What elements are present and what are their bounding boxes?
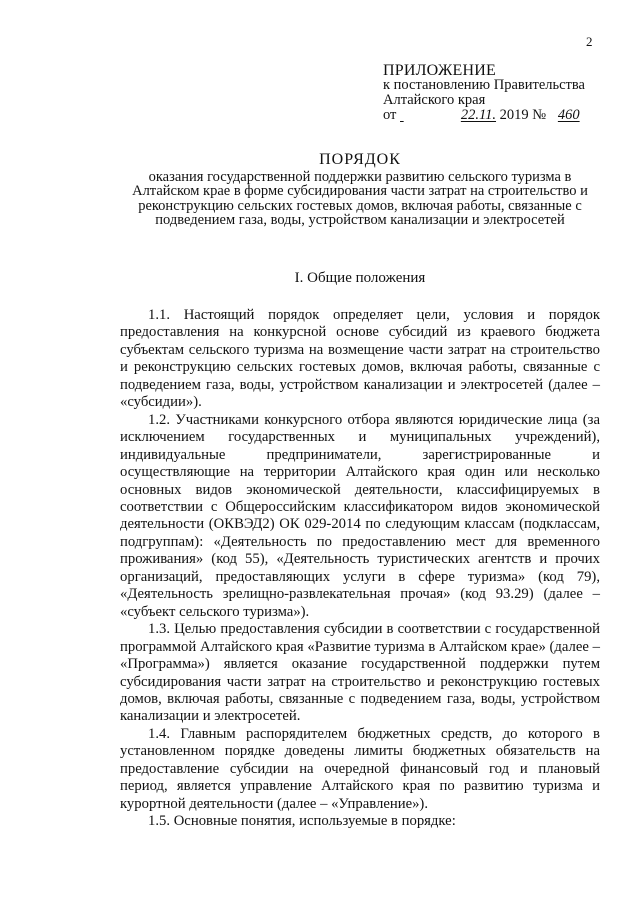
document-body <box>120 307 600 831</box>
title-main: ПОРЯДОК <box>319 151 401 168</box>
paragraph-1-5: 1.5. Основные понятия, используемые в порядке: <box>148 813 456 830</box>
appendix-line-decree: к постановлению Правительства <box>383 77 585 93</box>
paragraph-1-2: 1.2. Участниками конкурсного отбора являются юридические лица (за исключением государственных и муниципальных учреждений), индивидуальные предприниматели, зарегистрированные и осуществляющие на территории Алтайского края один или несколько основных видов экономической деятельности, классифицируемых в соответствии с Общероссийским классификатором видов экономической деятельности (ОКВЭД2) ОК 029-2014 по следующим классам (подклассам, подгруппам): «Деятельность по предоставлению мест для временного проживания» (код 55), «Деятельность туристических агентств и прочих организаций, предоставляющих услуги в сфере туризма» (код 79), «Деятельность зрелищно-развлекательная прочая» (код 93.29) (далее – «субъект сельского туризма»). <box>120 411 600 620</box>
appendix-block <box>383 63 613 123</box>
document-title <box>120 153 600 228</box>
appendix-line-region: Алтайского края <box>383 92 486 108</box>
paragraph-1-4: 1.4. Главным распорядителем бюджетных средств, до которого в установленном порядке доведены лимиты бюджетных обязательств на предоставление субсидии на очередной финансовый год и плановый период, является управление Алтайского края по развитию туризма и курортной деятельности (далее – «Управление»). <box>120 725 600 812</box>
decree-number: 460 <box>557 107 580 123</box>
section-heading: I. Общие положения <box>294 270 426 286</box>
title-subtitle: оказания государственной поддержки развитию сельского туризма в Алтайском крае в форме субсидирования части затрат на строительство и реконструкцию сельских гостевых домов, включая работы, связанные с подведением газа, воды, устройством канализации и электросетей <box>132 168 588 229</box>
date-underline-blank <box>400 108 448 123</box>
decree-date: 22.11. <box>460 107 497 123</box>
paragraph-1-3: 1.3. Целью предоставления субсидии в соответствии с государственной программой Алтайского края «Развитие туризма в Алтайском крае» (далее – «Программа») является оказание государственной поддержки путем субсидирования части затрат на строительство и реконструкцию гостевых домов, включая работы, связанные с подведением газа, воды, устройством канализации и электросетей. <box>120 621 600 725</box>
page-number: 2 <box>586 34 593 49</box>
decree-year: 2019 <box>499 107 529 123</box>
number-sign: № <box>532 107 547 123</box>
paragraph-1-1: 1.1. Настоящий порядок определяет цели, условия и порядок предоставления на конкурсной основе субсидий из краевого бюджета субъектам сельского туризма на возмещение части затрат на строительство и реконструкцию сельских гостевых домов, включая работы, связанные с подведением газа, воды, устройством канализации и электросетей (далее – «субсидии»). <box>120 307 600 411</box>
date-prefix: от <box>383 107 397 123</box>
appendix-heading: ПРИЛОЖЕНИЕ <box>383 62 497 79</box>
appendix-date-line <box>383 108 613 123</box>
